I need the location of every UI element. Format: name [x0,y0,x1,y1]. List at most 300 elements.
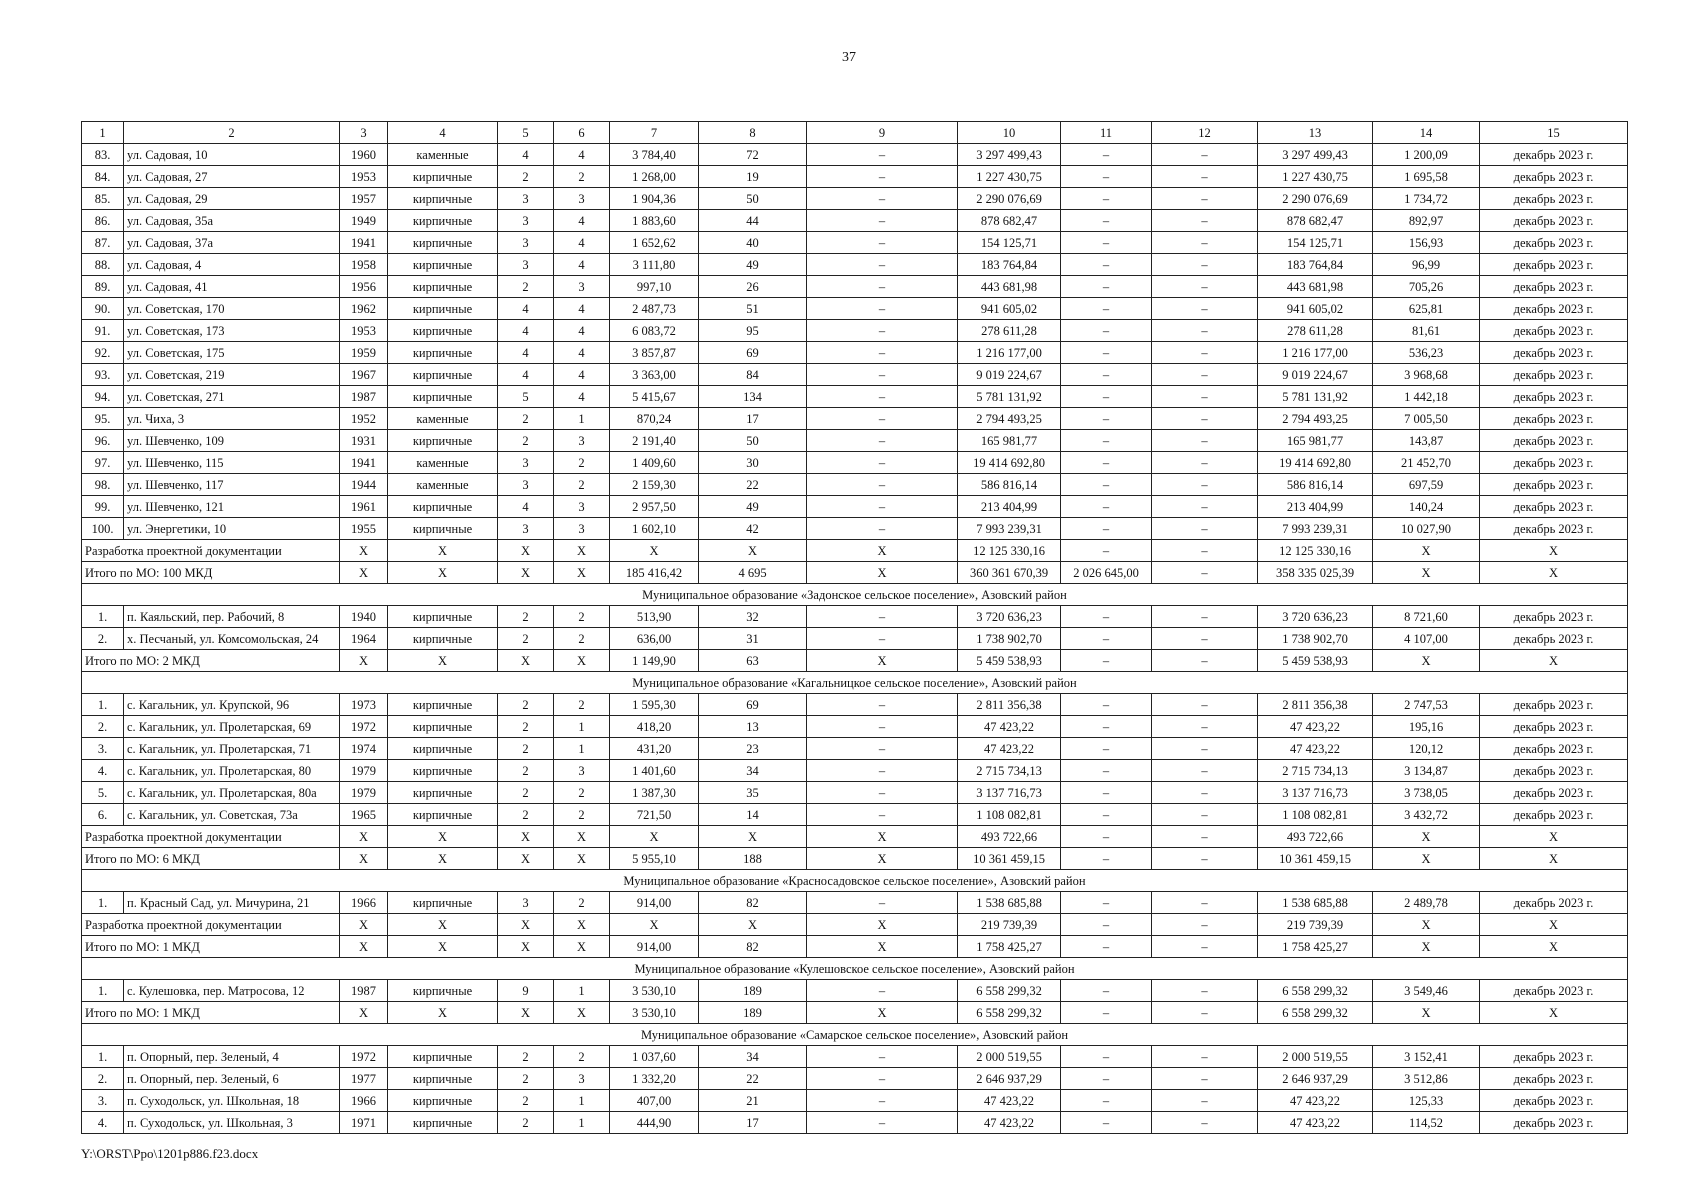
summary-cell: X [1373,562,1480,584]
data-cell: 120,12 [1373,738,1480,760]
summary-cell: – [1061,1002,1152,1024]
data-cell: 1979 [340,782,388,804]
data-cell: – [1061,1112,1152,1134]
summary-cell: 914,00 [610,936,699,958]
row-number: 1. [82,892,124,914]
data-cell: 125,33 [1373,1090,1480,1112]
data-cell: – [807,980,958,1002]
data-cell: 156,93 [1373,232,1480,254]
data-cell: – [807,1046,958,1068]
row-number: 4. [82,1112,124,1134]
data-cell: кирпичные [388,606,498,628]
data-cell: 2 [554,166,610,188]
table-row [82,980,1628,1002]
data-cell: – [1061,474,1152,496]
data-cell: 40 [699,232,807,254]
data-cell: декабрь 2023 г. [1480,892,1628,914]
data-cell: 2 646 937,29 [1258,1068,1373,1090]
table-row [82,1046,1628,1068]
summary-cell: X [340,936,388,958]
data-cell: – [807,628,958,650]
data-cell: 195,16 [1373,716,1480,738]
summary-cell: X [1480,936,1628,958]
row-number: 91. [82,320,124,342]
data-cell: 443 681,98 [1258,276,1373,298]
section-header-row [82,870,1628,892]
summary-row [82,848,1628,870]
data-cell: – [807,386,958,408]
header-cell-12: 12 [1152,122,1258,144]
summary-cell: X [498,540,554,562]
data-cell: 3 [498,254,554,276]
data-cell: 1964 [340,628,388,650]
data-cell: 878 682,47 [1258,210,1373,232]
summary-cell: X [1373,936,1480,958]
data-cell: 1974 [340,738,388,760]
data-cell: 2 [554,1046,610,1068]
data-cell: – [1061,342,1152,364]
data-cell: 3 [554,760,610,782]
summary-cell: X [388,540,498,562]
data-cell: 1 652,62 [610,232,699,254]
data-cell: 3 [498,518,554,540]
data-cell: – [1152,166,1258,188]
row-number: 100. [82,518,124,540]
table-row [82,342,1628,364]
summary-cell: X [1480,848,1628,870]
address-cell: с. Кагальник, ул. Крупской, 96 [124,694,340,716]
table-row [82,738,1628,760]
summary-cell: – [1061,914,1152,936]
summary-cell: 4 695 [699,562,807,584]
summary-cell: 185 416,42 [610,562,699,584]
data-cell: 697,59 [1373,474,1480,496]
data-cell: 2 [498,716,554,738]
summary-row [82,540,1628,562]
data-cell: декабрь 2023 г. [1480,628,1628,650]
summary-row [82,1002,1628,1024]
section-header-row [82,1024,1628,1046]
data-cell: – [807,342,958,364]
data-cell: 6 558 299,32 [1258,980,1373,1002]
data-cell: – [1061,760,1152,782]
data-cell: 2 [498,408,554,430]
address-cell: п. Опорный, пер. Зеленый, 6 [124,1068,340,1090]
data-cell: 636,00 [610,628,699,650]
section-title: Муниципальное образование «Самарское сельское поселение», Азовский район [82,1024,1628,1046]
table-row [82,628,1628,650]
summary-cell: – [1061,650,1152,672]
summary-cell: X [1373,914,1480,936]
table-row [82,496,1628,518]
row-number: 93. [82,364,124,386]
data-cell: 165 981,77 [958,430,1061,452]
data-cell: 1955 [340,518,388,540]
summary-cell: – [1152,562,1258,584]
address-cell: с. Кагальник, ул. Пролетарская, 80 [124,760,340,782]
data-cell: – [1152,694,1258,716]
table-row [82,694,1628,716]
table-row [82,408,1628,430]
summary-cell: 358 335 025,39 [1258,562,1373,584]
data-cell: 2 [498,782,554,804]
table-row [82,474,1628,496]
data-cell: 2 [498,1068,554,1090]
data-cell: 2 794 493,25 [1258,408,1373,430]
data-cell: 1 538 685,88 [958,892,1061,914]
summary-cell: X [554,914,610,936]
data-cell: 23 [699,738,807,760]
header-row [82,122,1628,144]
table-row [82,166,1628,188]
header-cell-15: 15 [1480,122,1628,144]
data-cell: 3 297 499,43 [1258,144,1373,166]
data-cell: 1 904,36 [610,188,699,210]
row-number: 86. [82,210,124,232]
data-cell: 1 216 177,00 [958,342,1061,364]
data-cell: декабрь 2023 г. [1480,694,1628,716]
data-cell: – [807,232,958,254]
summary-cell: X [554,650,610,672]
row-number: 89. [82,276,124,298]
data-cell: – [1152,452,1258,474]
data-cell: 2 [554,804,610,826]
address-cell: п. Красный Сад, ул. Мичурина, 21 [124,892,340,914]
data-cell: 1 216 177,00 [1258,342,1373,364]
data-cell: 4 [554,386,610,408]
table-row [82,716,1628,738]
summary-cell: X [340,848,388,870]
data-cell: 96,99 [1373,254,1480,276]
row-number: 85. [82,188,124,210]
data-cell: 3 [554,276,610,298]
table-row [82,606,1628,628]
data-cell: 4 [498,364,554,386]
data-cell: 3 [554,430,610,452]
table-row [82,430,1628,452]
data-cell: 9 [498,980,554,1002]
data-cell: – [807,210,958,232]
data-cell: 1972 [340,716,388,738]
data-cell: – [1061,980,1152,1002]
data-cell: декабрь 2023 г. [1480,210,1628,232]
summary-row [82,562,1628,584]
data-cell: 870,24 [610,408,699,430]
summary-cell: X [807,650,958,672]
summary-cell: X [699,914,807,936]
address-cell: ул. Садовая, 29 [124,188,340,210]
address-cell: ул. Шевченко, 109 [124,430,340,452]
address-cell: ул. Садовая, 41 [124,276,340,298]
row-number: 95. [82,408,124,430]
data-cell: 1 268,00 [610,166,699,188]
summary-cell: 12 125 330,16 [1258,540,1373,562]
data-cell: каменные [388,452,498,474]
header-cell-2: 2 [124,122,340,144]
summary-cell: X [1373,1002,1480,1024]
header-cell-4: 4 [388,122,498,144]
data-cell: – [1152,298,1258,320]
data-cell: 26 [699,276,807,298]
summary-cell: X [807,562,958,584]
summary-cell: X [388,936,498,958]
data-cell: декабрь 2023 г. [1480,408,1628,430]
data-cell: 3 363,00 [610,364,699,386]
summary-cell: X [1480,562,1628,584]
data-cell: – [807,188,958,210]
row-number: 1. [82,606,124,628]
data-cell: кирпичные [388,628,498,650]
data-cell: 134 [699,386,807,408]
data-cell: 8 721,60 [1373,606,1480,628]
data-cell: декабрь 2023 г. [1480,386,1628,408]
summary-cell: 1 758 425,27 [958,936,1061,958]
data-cell: 2 [554,606,610,628]
data-cell: – [807,452,958,474]
data-cell: 1 595,30 [610,694,699,716]
summary-row [82,914,1628,936]
data-cell: 2 159,30 [610,474,699,496]
data-cell: 1956 [340,276,388,298]
row-number: 6. [82,804,124,826]
data-cell: 3 738,05 [1373,782,1480,804]
section-title: Муниципальное образование «Задонское сельское поселение», Азовский район [82,584,1628,606]
summary-cell: X [388,914,498,936]
data-cell: 2 191,40 [610,430,699,452]
data-cell: 513,90 [610,606,699,628]
data-cell: – [1061,210,1152,232]
data-cell: кирпичные [388,342,498,364]
data-cell: 213 404,99 [1258,496,1373,518]
data-cell: 443 681,98 [958,276,1061,298]
summary-cell: X [498,650,554,672]
table-row [82,452,1628,474]
summary-cell: – [1152,936,1258,958]
data-cell: 941 605,02 [958,298,1061,320]
data-cell: – [1061,694,1152,716]
data-cell: 2 794 493,25 [958,408,1061,430]
data-cell: кирпичные [388,166,498,188]
data-cell: 3 111,80 [610,254,699,276]
data-cell: 2 [498,606,554,628]
data-cell: кирпичные [388,694,498,716]
data-cell: 3 968,68 [1373,364,1480,386]
data-cell: 431,20 [610,738,699,760]
data-cell: 3 134,87 [1373,760,1480,782]
data-cell: – [1152,496,1258,518]
table-body [82,122,1628,1134]
data-cell: 2 [554,892,610,914]
section-title: Муниципальное образование «Кулешовское сельское поселение», Азовский район [82,958,1628,980]
data-cell: 17 [699,408,807,430]
summary-cell: X [498,1002,554,1024]
summary-cell: X [807,914,958,936]
data-cell: декабрь 2023 г. [1480,320,1628,342]
data-cell: – [1152,144,1258,166]
data-cell: – [807,1068,958,1090]
summary-label: Разработка проектной документации [82,826,340,848]
data-cell: – [1152,1112,1258,1134]
data-cell: – [807,782,958,804]
data-cell: – [1152,232,1258,254]
data-cell: 6 083,72 [610,320,699,342]
data-cell: 1 602,10 [610,518,699,540]
data-cell: 4 [554,210,610,232]
data-cell: 2 811 356,38 [958,694,1061,716]
row-number: 2. [82,628,124,650]
summary-cell: X [554,1002,610,1024]
data-cell: декабрь 2023 г. [1480,760,1628,782]
data-cell: 3 [498,210,554,232]
header-cell-10: 10 [958,122,1061,144]
data-cell: – [1152,1090,1258,1112]
data-cell: 941 605,02 [1258,298,1373,320]
data-cell: каменные [388,474,498,496]
data-cell: 44 [699,210,807,232]
data-cell: 30 [699,452,807,474]
data-cell: 49 [699,254,807,276]
data-cell: кирпичные [388,738,498,760]
data-cell: декабрь 2023 г. [1480,1112,1628,1134]
table-row [82,320,1628,342]
summary-cell: X [498,562,554,584]
data-cell: 1 [554,1112,610,1134]
data-cell: декабрь 2023 г. [1480,298,1628,320]
summary-cell: 1 149,90 [610,650,699,672]
summary-cell: X [699,826,807,848]
data-cell: 407,00 [610,1090,699,1112]
data-cell: декабрь 2023 г. [1480,782,1628,804]
address-cell: ул. Шевченко, 117 [124,474,340,496]
data-cell: – [1061,496,1152,518]
data-cell: 19 414 692,80 [1258,452,1373,474]
summary-cell: 3 530,10 [610,1002,699,1024]
data-cell: – [1152,738,1258,760]
summary-cell: X [340,1002,388,1024]
row-number: 5. [82,782,124,804]
summary-cell: – [1152,914,1258,936]
table-row [82,804,1628,826]
data-cell: кирпичные [388,298,498,320]
data-cell: 4 [554,254,610,276]
summary-cell: X [498,848,554,870]
data-cell: 4 [554,320,610,342]
summary-cell: X [1373,848,1480,870]
data-cell: 213 404,99 [958,496,1061,518]
address-cell: ул. Советская, 173 [124,320,340,342]
data-cell: декабрь 2023 г. [1480,254,1628,276]
summary-cell: X [340,914,388,936]
data-cell: 3 [554,518,610,540]
summary-cell: 219 739,39 [958,914,1061,936]
data-cell: 444,90 [610,1112,699,1134]
data-cell: 3 [554,188,610,210]
summary-cell: X [340,650,388,672]
data-cell: 4 [554,298,610,320]
data-cell: – [1152,188,1258,210]
data-cell: 22 [699,1068,807,1090]
summary-cell: – [1061,540,1152,562]
data-cell: – [807,430,958,452]
data-cell: – [1152,474,1258,496]
header-cell-3: 3 [340,122,388,144]
data-cell: 3 512,86 [1373,1068,1480,1090]
data-cell: 705,26 [1373,276,1480,298]
data-cell: 1941 [340,232,388,254]
data-cell: – [1061,606,1152,628]
row-number: 2. [82,1068,124,1090]
data-cell: декабрь 2023 г. [1480,518,1628,540]
data-cell: 81,61 [1373,320,1480,342]
data-cell: – [807,760,958,782]
data-cell: 418,20 [610,716,699,738]
summary-cell: 189 [699,1002,807,1024]
section-header-row [82,584,1628,606]
data-cell: 2 646 937,29 [958,1068,1061,1090]
data-cell: 3 137 716,73 [1258,782,1373,804]
data-cell: – [1152,980,1258,1002]
address-cell: ул. Чиха, 3 [124,408,340,430]
summary-cell: X [807,848,958,870]
data-cell: 32 [699,606,807,628]
data-cell: 1 108 082,81 [958,804,1061,826]
header-cell-5: 5 [498,122,554,144]
data-cell: 69 [699,342,807,364]
summary-row [82,826,1628,848]
address-cell: п. Опорный, пер. Зеленый, 4 [124,1046,340,1068]
summary-cell: X [1373,540,1480,562]
data-cell: – [1061,738,1152,760]
summary-cell: X [807,936,958,958]
data-cell: 3 432,72 [1373,804,1480,826]
address-cell: с. Кулешовка, пер. Матросова, 12 [124,980,340,1002]
data-cell: 50 [699,188,807,210]
data-cell: 31 [699,628,807,650]
data-cell: 165 981,77 [1258,430,1373,452]
data-cell: – [1152,408,1258,430]
data-cell: – [1061,166,1152,188]
row-number: 4. [82,760,124,782]
row-number: 84. [82,166,124,188]
data-cell: декабрь 2023 г. [1480,188,1628,210]
summary-cell: X [807,1002,958,1024]
data-cell: – [1061,1068,1152,1090]
data-cell: – [1061,452,1152,474]
data-cell: 1965 [340,804,388,826]
summary-cell: 12 125 330,16 [958,540,1061,562]
data-cell: 2 [498,628,554,650]
data-cell: 4 [498,144,554,166]
data-cell: – [1152,254,1258,276]
data-cell: 1 695,58 [1373,166,1480,188]
data-cell: – [1152,342,1258,364]
data-cell: 1 [554,1090,610,1112]
summary-cell: 5 955,10 [610,848,699,870]
address-cell: п. Суходольск, ул. Школьная, 18 [124,1090,340,1112]
row-number: 88. [82,254,124,276]
data-cell: кирпичные [388,496,498,518]
data-cell: 536,23 [1373,342,1480,364]
data-cell: – [1061,386,1152,408]
data-cell: – [1152,320,1258,342]
data-cell: 1 738 902,70 [1258,628,1373,650]
section-title: Муниципальное образование «Кагальницкое сельское поселение», Азовский район [82,672,1628,694]
data-cell: 3 530,10 [610,980,699,1002]
summary-label: Разработка проектной документации [82,540,340,562]
data-cell: 1949 [340,210,388,232]
data-cell: 19 [699,166,807,188]
data-cell: – [1152,518,1258,540]
